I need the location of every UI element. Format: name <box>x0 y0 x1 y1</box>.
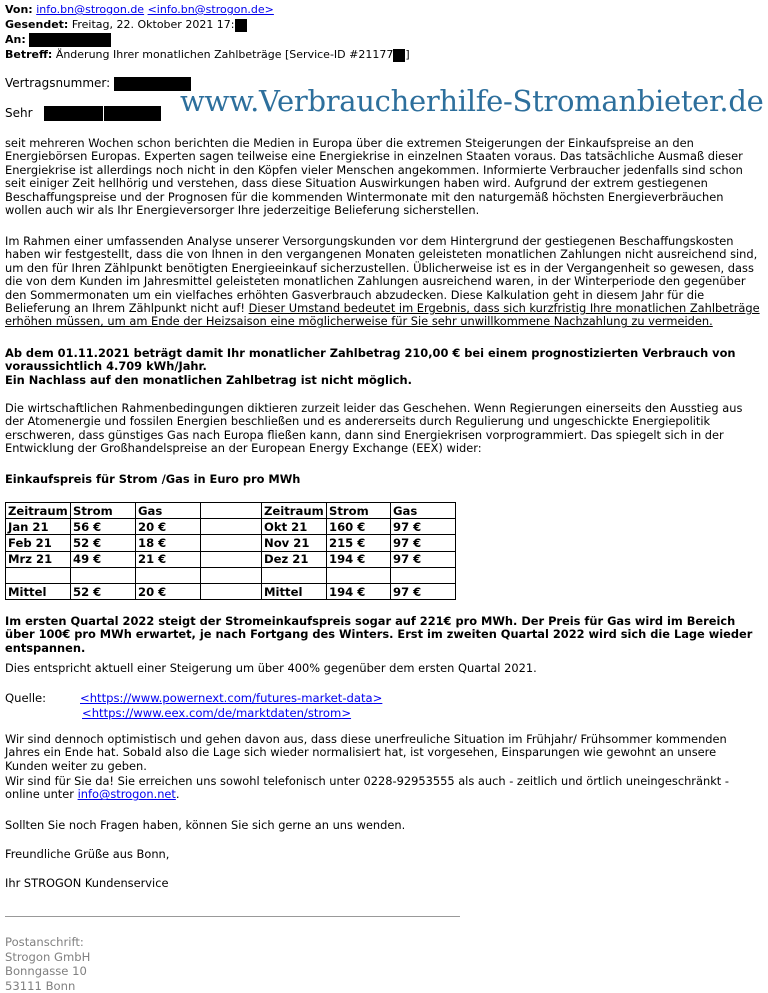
table-cell: 97 € <box>391 551 456 567</box>
table-cell <box>6 567 71 583</box>
closing-signature: Ihr STROGON Kundenservice <box>5 877 760 890</box>
redaction-block <box>29 33 111 47</box>
table-cell <box>71 567 136 583</box>
postal-company: Strogon GmbH <box>5 950 90 965</box>
redaction-block <box>44 106 103 121</box>
table-row-average <box>6 583 456 599</box>
table-header-cell <box>201 503 262 519</box>
paragraph-7: Sollten Sie noch Fragen haben, können Sie sich gerne an uns wenden. <box>5 819 760 832</box>
table-cell: Mrz 21 <box>6 551 71 567</box>
source-links <box>80 691 382 721</box>
paragraph-4: Dies entspricht aktuell einer Steigerung um über 400% gegenüber dem ersten Quartal 2021. <box>5 662 760 675</box>
footer-divider <box>5 916 460 917</box>
table-row <box>6 519 456 535</box>
table-header-row <box>6 503 456 519</box>
table-cell: 20 € <box>136 519 201 535</box>
sent-line <box>5 18 247 32</box>
redaction-block <box>235 19 247 32</box>
contract-label: Vertragsnummer: <box>5 76 110 90</box>
postal-address <box>5 935 90 993</box>
watermark: www.Verbraucherhilfe-Stromanbieter.de <box>180 84 763 118</box>
table-cell: 56 € <box>71 519 136 535</box>
table-title: Einkaufspreis für Strom /Gas in Euro pro MWh <box>5 473 760 486</box>
contract-line <box>5 76 191 91</box>
from-email-bracket-link[interactable]: <info.bn@strogon.de> <box>148 3 274 16</box>
subject-line <box>5 48 410 62</box>
no-discount-notice: Ein Nachlass auf den monatlichen Zahlbetrag ist nicht möglich. <box>5 374 760 387</box>
table-cell: 18 € <box>136 535 201 551</box>
table-cell: 215 € <box>327 535 391 551</box>
table-row <box>6 551 456 567</box>
price-table <box>5 502 456 600</box>
table-cell <box>391 567 456 583</box>
table-header-cell: Strom <box>327 503 391 519</box>
table-cell <box>201 551 262 567</box>
subject-value: Änderung Ihrer monatlichen Zahlbeträge [Service-ID #21177 <box>56 48 394 61</box>
subject-end: ] <box>405 48 409 61</box>
source-link-eex[interactable]: <https://www.eex.com/de/marktdaten/strom> <box>82 706 351 720</box>
from-email-link[interactable]: info.bn@strogon.de <box>36 3 144 16</box>
to-line <box>5 33 111 47</box>
paragraph-6-text: Wir sind für Sie da! Sie erreichen uns sowohl telefonisch unter 0228-92953555 als auch - zeitlich und örtlich uneingeschränkt - online unter <box>5 774 729 801</box>
table-cell: 52 € <box>71 583 136 599</box>
contact-email-link[interactable]: info@strogon.net <box>78 787 176 801</box>
paragraph-2-text: Im Rahmen einer umfassenden Analyse unserer Versorgungskunden vor dem Hintergrund der gestiegenen Beschaffungskosten haben wir festgestellt, dass die von Ihnen in den vergangenen Monaten geleisteten monatlichen Zahlungen nicht ausreichend sind, um den für Ihren Zählpunkt benötigten Energieeinkauf sicherzustellen. Üblicherweise ist es in der Vergangenheit so gewesen, dass die von dem Kunden im Jahresmittel geleisteten monatlichen Zahlungen ausreichend waren, in der Winterperiode den gegenüber den Sommermonaten um ein vielfaches erhöhten Gasverbrauch abzudecken. Diese Kalkulation geht in diesem Jahr für die Belieferung an Ihrem Zählpunkt nicht auf! <box>5 234 757 315</box>
salutation-line <box>5 106 161 121</box>
table-cell <box>201 519 262 535</box>
paragraph-6 <box>5 775 760 802</box>
paragraph-1: seit mehreren Wochen schon berichten die Medien in Europa über die extremen Steigerungen der Einkaufspreise an den Energiebörsen Europas. Experten sagen teilweise eine Energiekrise in einzelnen Staaten voraus. Das tatsächliche Ausmaß dieser Energiekrise ist allerdings noch nicht in den Köpfen vieler Menschen angekommen. Informierte Verbraucher jedenfalls sind schon seit einiger Zeit hellhörig und verstehen, dass diese Situation Auswirkungen haben wird. Aufgrund der extrem gestiegenen Beschaffungspreise und der Prognosen für die kommenden Wintermonate mit den naturgemäß höchsten Energieverbräuchen wollen auch wir als Ihr Energieversorger Ihre jederzeitige Belieferung sicherstellen. <box>5 137 760 217</box>
table-row <box>6 535 456 551</box>
sent-label: Gesendet: <box>5 18 68 31</box>
table-cell: Jan 21 <box>6 519 71 535</box>
table-cell: 194 € <box>327 583 391 599</box>
redaction-block <box>104 106 161 121</box>
postal-city: 53111 Bonn <box>5 979 90 993</box>
table-header-cell: Strom <box>71 503 136 519</box>
closing-greeting: Freundliche Grüße aus Bonn, <box>5 848 760 861</box>
payment-notice: Ab dem 01.11.2021 beträgt damit Ihr monatlicher Zahlbetrag 210,00 € bei einem prognostizierten Verbrauch von voraussichtlich 4.709 kWh/Jahr. <box>5 347 760 374</box>
table-row-empty <box>6 567 456 583</box>
table-cell: 49 € <box>71 551 136 567</box>
table-cell: Mittel <box>262 583 327 599</box>
table-cell <box>201 567 262 583</box>
paragraph-6-end: . <box>176 787 180 801</box>
postal-label: Postanschrift: <box>5 935 90 950</box>
table-cell: Nov 21 <box>262 535 327 551</box>
table-cell <box>262 567 327 583</box>
sent-value: Freitag, 22. Oktober 2021 17: <box>72 18 235 31</box>
table-cell: Dez 21 <box>262 551 327 567</box>
table-cell: Feb 21 <box>6 535 71 551</box>
table-cell: 97 € <box>391 583 456 599</box>
paragraph-2 <box>5 235 760 329</box>
table-cell: 20 € <box>136 583 201 599</box>
table-cell: 160 € <box>327 519 391 535</box>
table-cell <box>327 567 391 583</box>
postal-street: Bonngasse 10 <box>5 964 90 979</box>
table-cell <box>201 535 262 551</box>
salutation: Sehr <box>5 106 33 120</box>
redaction-block <box>393 49 405 62</box>
table-cell: 97 € <box>391 519 456 535</box>
paragraph-2-underlined: Dieser Umstand bedeutet im Ergebnis, dass sich kurzfristig Ihre monatlichen Zahlbeträge erhöhen müssen, um am Ende der Heizsaison eine möglicherweise für Sie sehr unwillkommene Nachzahlung zu vermeiden. <box>5 301 760 328</box>
source-link-powernext[interactable]: <https://www.powernext.com/futures-market-data> <box>80 691 382 705</box>
forecast-notice: Im ersten Quartal 2022 steigt der Stromeinkaufspreis sogar auf 221€ pro MWh. Der Preis für Gas wird im Bereich über 100€ pro MWh erwartet, je nach Fortgang des Winters. Erst im zweiten Quartal 2022 wird sich die Lage wieder entspannen. <box>5 615 760 655</box>
table-cell: 21 € <box>136 551 201 567</box>
source-label: Quelle: <box>5 691 46 705</box>
subject-label: Betreff: <box>5 48 52 61</box>
table-cell: Mittel <box>6 583 71 599</box>
table-header-cell: Zeitraum <box>262 503 327 519</box>
paragraph-5: Wir sind dennoch optimistisch und gehen davon aus, dass diese unerfreuliche Situation im Frühjahr/ Frühsommer kommenden Jahres ein Ende hat. Sobald also die Lage sich wieder normalisiert hat, ist vorgesehen, Einsparungen wie gewohnt an unsere Kunden weiter zu geben. <box>5 733 760 773</box>
table-cell: Okt 21 <box>262 519 327 535</box>
table-header-cell: Zeitraum <box>6 503 71 519</box>
paragraph-3: Die wirtschaftlichen Rahmenbedingungen diktieren zurzeit leider das Geschehen. Wenn Regierungen einerseits den Ausstieg aus der Atomenergie und fossilen Energien beschließen und es andererseits durch Regulierung und ungeschickte Energiepolitik erschweren, dass günstiges Gas nach Europa fließen kann, dann sind Energiekrisen vorprogrammiert. Das spiegelt sich in der Entwicklung der Großhandelspreise an der European Energy Exchange (EEX) wider: <box>5 402 760 456</box>
table-cell: 194 € <box>327 551 391 567</box>
table-header-cell: Gas <box>136 503 201 519</box>
from-label: Von: <box>5 3 33 16</box>
table-cell: 97 € <box>391 535 456 551</box>
table-cell <box>201 583 262 599</box>
from-line <box>5 3 274 16</box>
to-label: An: <box>5 33 26 46</box>
table-cell <box>136 567 201 583</box>
table-header-cell: Gas <box>391 503 456 519</box>
table-cell: 52 € <box>71 535 136 551</box>
